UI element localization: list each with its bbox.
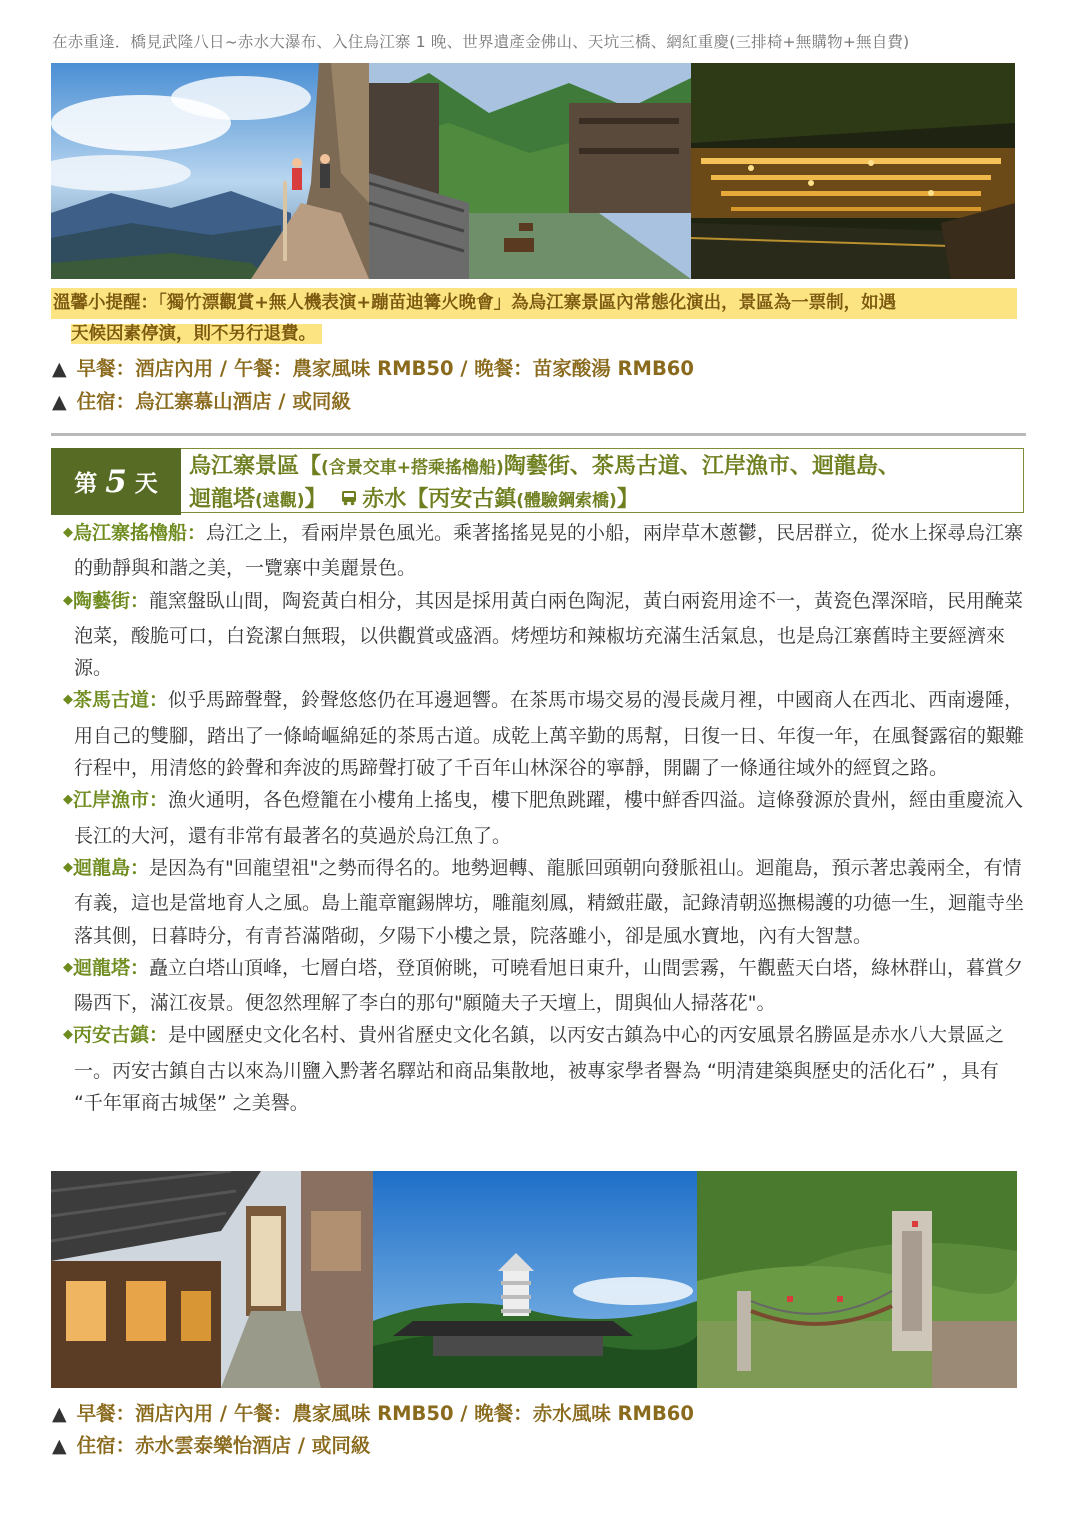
attraction-term: 江岸漁市：: [73, 789, 169, 812]
bottom-photo-row: [51, 1171, 1017, 1388]
bullet-icon: ◆: [63, 1027, 73, 1043]
bullet-icon: ◆: [63, 859, 73, 875]
bullet-icon: ◆: [63, 692, 73, 708]
attraction-term: 迴龍塔：: [73, 956, 150, 979]
attraction-text: 矗立白塔山頂峰，七層白塔，登頂俯眺，可曉看旭日東升，山間雲霧，午觀藍天白塔，綠林群山，暮賞夕陽西下，滿江夜景。便忽然理解了李白的那句"願隨夫子天壇上，閒與仙人掃落花"。: [74, 956, 1024, 1015]
photo-night-village: [691, 63, 1015, 279]
day-title-line-2: [189, 484, 1023, 517]
title-part: 迴龍塔: [189, 487, 256, 512]
photo-white-pagoda: [373, 1171, 697, 1388]
reminder-line-1: 溫馨小提醒：「獨竹漂觀賞+無人機表演+蹦苗迪篝火晚會」為烏江寨景區內常態化演出，景區為一票制，如遇: [53, 293, 897, 313]
day-title: [181, 448, 1024, 513]
day5-meals-text: 早餐：酒店內用 / 午餐：農家風味 RMB50 / 晚餐：赤水風味 RMB60: [76, 1402, 694, 1425]
day4-meals: [52, 353, 694, 381]
title-part-small: (含景交車+搭乘搖櫓船): [321, 458, 504, 478]
title-part: 赤水【丙安古鎮: [362, 487, 517, 512]
title-part-small: (遠觀): [255, 491, 305, 511]
bus-icon: [340, 485, 358, 516]
photo-ancient-town: [51, 1171, 373, 1388]
day-badge: [51, 448, 181, 515]
attraction-term: 陶藝街：: [73, 589, 150, 612]
bullet-icon: ◆: [63, 592, 73, 608]
photo-river-village: [369, 63, 691, 279]
triangle-icon: ▲: [52, 1403, 67, 1425]
day5-meals: [52, 1398, 694, 1426]
day5-description: [52, 517, 1027, 1119]
reminder-line-2: 天候因素停演，則不另行退費。: [71, 324, 322, 344]
day-badge-suffix: 天: [134, 471, 158, 497]
attraction-paragraph: [52, 585, 1027, 685]
attraction-term: 烏江寨搖櫓船：: [73, 522, 207, 544]
attraction-text: 似乎馬蹄聲聲，鈴聲悠悠仍在耳邊迴響。在茶馬市場交易的漫長歲月裡，中國商人在西北、西南邊陲，用自己的雙腳，踏出了一條崎嶇綿延的茶馬古道。成乾上萬辛勤的馬幫，日復一日、年復一年，在風餐露宿的艱難行程中，用清悠的鈴聲和奔波的馬蹄聲打破了千百年山林深谷的寧靜，開闢了一條通往域外的經貿之路。: [74, 689, 1025, 780]
title-part: 】: [616, 487, 639, 512]
day-badge-prefix: 第: [74, 471, 98, 497]
reminder-line-2-wrap: [51, 319, 1017, 350]
attraction-text: 烏江之上，看兩岸景色風光。乘著搖搖晃晃的小船，兩岸草木蔥鬱，民居群立，從水上探尋烏江寨的動靜與和諧之美，一覽寨中美麗景色。: [74, 522, 1024, 580]
day4-stay: [52, 386, 351, 414]
attraction-paragraph: [52, 784, 1027, 852]
photo-mountain-trail: [51, 63, 369, 279]
triangle-icon: ▲: [52, 1435, 67, 1457]
bullet-icon: ◆: [63, 525, 73, 540]
section-divider: [51, 433, 1026, 436]
attraction-text: 漁火通明，各色燈籠在小樓角上搖曳，樓下肥魚跳躍，樓中鮮香四溢。這條發源於貴州，經由重慶流入長江的大河，還有非常有最著名的莫過於烏江魚了。: [74, 789, 1024, 847]
attraction-term: 迴龍島：: [73, 856, 150, 879]
day5-stay-text: 住宿：赤水雲泰樂怡酒店 / 或同級: [76, 1434, 371, 1457]
attraction-text: 是中國歷史文化名村、貴州省歷史文化名鎮，以丙安古鎮為中心的丙安風景名勝區是赤水八大景區之一。丙安古鎮自古以來為川鹽入黔著名驛站和商品集散地，被專家學者譽為 “明清建築與歷史的活化石” ，具有 “千年軍商古城堡” 之美譽。: [74, 1024, 1005, 1115]
attraction-term: 茶馬古道：: [73, 689, 169, 712]
day4-stay-text: 住宿：烏江寨慕山酒店 / 或同級: [76, 390, 351, 413]
header-line: 在赤重逢．橋見武隆八日~赤水大瀑布、入住烏江寨 1 晚、世界遺產金佛山、天坑三橋、網紅重慶(三排椅+無購物+無自費): [52, 33, 910, 51]
attraction-text: 是因為有"回龍望祖"之勢而得名的。地勢迴轉、龍脈回頭朝向發脈祖山。迴龍島，預示著忠義兩全，有情有義，這也是當地育人之風。島上龍章寵錫牌坊，雕龍刻鳳，精緻莊嚴，記錄清朝巡撫楊護的功德一生，迴龍寺坐落其側，日暮時分，有青苔滿階砌，夕陽下小樓之景，院落雖小，卻是風水寶地，內有大智慧。: [74, 856, 1025, 947]
bullet-icon: ◆: [63, 792, 73, 808]
triangle-icon: ▲: [52, 391, 67, 413]
attraction-term: 丙安古鎮：: [73, 1024, 169, 1047]
photo-suspension-bridge: [697, 1171, 1017, 1388]
title-part: 烏江寨景區【: [189, 454, 322, 479]
title-part: 】: [304, 487, 327, 512]
bullet-icon: ◆: [63, 959, 73, 975]
day-title-line-1: [189, 451, 1023, 484]
attraction-paragraph: [52, 1019, 1027, 1119]
day-badge-number: 5: [105, 463, 127, 500]
day5-stay: [52, 1430, 370, 1458]
attraction-paragraph: [52, 684, 1027, 784]
top-photo-row: [51, 63, 1015, 279]
attraction-paragraph: [52, 952, 1027, 1020]
attraction-paragraph: [52, 517, 1027, 585]
reminder-note: [51, 288, 1017, 350]
title-part-small: (體驗鋼索橋): [516, 491, 617, 511]
attraction-paragraph: [52, 852, 1027, 952]
attraction-text: 龍窯盤臥山間，陶瓷黃白相分，其因是採用黃白兩色陶泥，黃白兩瓷用途不一，黃瓷色澤深暗，民用醃菜泡菜，酸脆可口，白瓷潔白無瑕，以供觀賞或盛酒。烤煙坊和辣椒坊充滿生活氣息，也是烏江寨舊時主要經濟來源。: [74, 589, 1024, 680]
title-part: 陶藝街、茶馬古道、江岸漁市、迴龍島、: [503, 454, 900, 479]
triangle-icon: ▲: [52, 358, 67, 380]
day4-meals-text: 早餐：酒店內用 / 午餐：農家風味 RMB50 / 晚餐：苗家酸湯 RMB60: [76, 357, 694, 380]
